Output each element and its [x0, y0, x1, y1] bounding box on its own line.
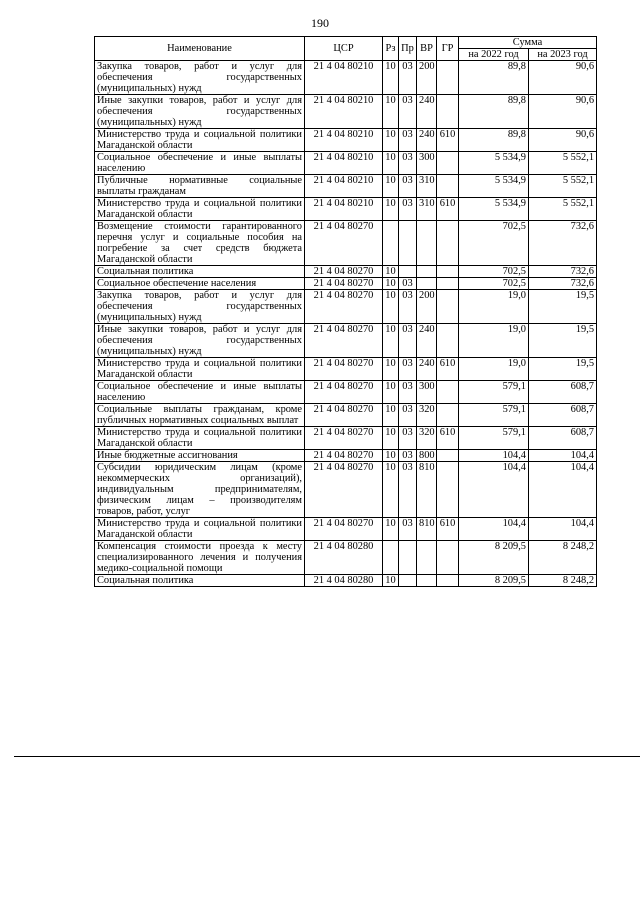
- row-gr: [437, 95, 459, 129]
- row-csr: 21 4 04 80270: [305, 518, 383, 541]
- row-sum-2023: 19,5: [529, 358, 597, 381]
- table-row: [95, 518, 597, 541]
- row-csr: 21 4 04 80210: [305, 152, 383, 175]
- row-vr: 320: [417, 427, 437, 450]
- row-sum-2023: 5 552,1: [529, 152, 597, 175]
- row-vr: 240: [417, 129, 437, 152]
- row-sum-2022: 8 209,5: [459, 541, 529, 575]
- row-rz: 10: [383, 404, 399, 427]
- table-row: [95, 358, 597, 381]
- row-gr: [437, 175, 459, 198]
- row-sum-2023: 5 552,1: [529, 198, 597, 221]
- table-row: [95, 404, 597, 427]
- row-csr: 21 4 04 80270: [305, 278, 383, 290]
- header-name: Наименование: [95, 37, 305, 61]
- row-gr: [437, 450, 459, 462]
- row-name: Социальная политика: [95, 575, 305, 587]
- row-csr: 21 4 04 80270: [305, 381, 383, 404]
- row-vr: 320: [417, 404, 437, 427]
- row-csr: 21 4 04 80210: [305, 95, 383, 129]
- row-sum-2023: 104,4: [529, 462, 597, 518]
- row-name: Закупка товаров, работ и услуг для обеспечения государственных (муниципальных) нужд: [95, 61, 305, 95]
- row-sum-2023: 732,6: [529, 221, 597, 266]
- row-sum-2022: 104,4: [459, 462, 529, 518]
- row-pr: 03: [399, 95, 417, 129]
- row-pr: [399, 575, 417, 587]
- row-gr: 610: [437, 358, 459, 381]
- row-csr: 21 4 04 80210: [305, 175, 383, 198]
- table-row: [95, 324, 597, 358]
- table-row: [95, 290, 597, 324]
- row-gr: [437, 324, 459, 358]
- row-sum-2022: 89,8: [459, 95, 529, 129]
- row-name: Министерство труда и социальной политики Магаданской области: [95, 198, 305, 221]
- row-gr: 610: [437, 518, 459, 541]
- row-sum-2023: 19,5: [529, 324, 597, 358]
- table-row: [95, 266, 597, 278]
- row-sum-2022: 8 209,5: [459, 575, 529, 587]
- row-csr: 21 4 04 80280: [305, 541, 383, 575]
- row-gr: [437, 290, 459, 324]
- table-row: [95, 152, 597, 175]
- row-sum-2022: 5 534,9: [459, 152, 529, 175]
- table-row: [95, 129, 597, 152]
- row-sum-2022: 579,1: [459, 381, 529, 404]
- row-name: Министерство труда и социальной политики Магаданской области: [95, 358, 305, 381]
- row-name: Иные закупки товаров, работ и услуг для обеспечения государственных (муниципальных) нужд: [95, 95, 305, 129]
- budget-table: [94, 36, 597, 587]
- header-pr: Пр: [399, 37, 417, 61]
- row-rz: [383, 541, 399, 575]
- row-pr: 03: [399, 290, 417, 324]
- row-name: Социальное обеспечение и иные выплаты населению: [95, 152, 305, 175]
- row-rz: 10: [383, 324, 399, 358]
- row-name: Министерство труда и социальной политики Магаданской области: [95, 518, 305, 541]
- row-sum-2022: 5 534,9: [459, 198, 529, 221]
- header-vr: ВР: [417, 37, 437, 61]
- row-csr: 21 4 04 80270: [305, 221, 383, 266]
- row-sum-2022: 5 534,9: [459, 175, 529, 198]
- row-gr: [437, 152, 459, 175]
- row-pr: [399, 541, 417, 575]
- row-vr: 300: [417, 381, 437, 404]
- row-rz: 10: [383, 95, 399, 129]
- row-pr: 03: [399, 129, 417, 152]
- table-row: [95, 427, 597, 450]
- row-sum-2022: 89,8: [459, 129, 529, 152]
- row-vr: 300: [417, 152, 437, 175]
- row-sum-2023: 608,7: [529, 427, 597, 450]
- row-csr: 21 4 04 80270: [305, 450, 383, 462]
- row-sum-2023: 19,5: [529, 290, 597, 324]
- row-pr: 03: [399, 381, 417, 404]
- row-sum-2022: 19,0: [459, 324, 529, 358]
- row-csr: 21 4 04 80280: [305, 575, 383, 587]
- row-rz: 10: [383, 175, 399, 198]
- row-name: Субсидии юридическим лицам (кроме некоммерческих организаций), индивидуальным предпринимателям, физическим лицам – производителям товаров, работ, услуг: [95, 462, 305, 518]
- row-vr: [417, 221, 437, 266]
- row-sum-2022: 702,5: [459, 266, 529, 278]
- row-sum-2023: 104,4: [529, 450, 597, 462]
- row-sum-2023: 5 552,1: [529, 175, 597, 198]
- row-name: Иные бюджетные ассигнования: [95, 450, 305, 462]
- row-gr: [437, 61, 459, 95]
- row-rz: 10: [383, 575, 399, 587]
- table-row: [95, 381, 597, 404]
- row-name: Социальная политика: [95, 266, 305, 278]
- row-rz: 10: [383, 450, 399, 462]
- row-rz: 10: [383, 381, 399, 404]
- row-sum-2022: 89,8: [459, 61, 529, 95]
- table-header-row: [95, 37, 597, 49]
- table-row: [95, 198, 597, 221]
- row-name: Социальное обеспечение населения: [95, 278, 305, 290]
- row-gr: [437, 575, 459, 587]
- row-vr: 200: [417, 290, 437, 324]
- row-pr: 03: [399, 152, 417, 175]
- row-name: Социальное обеспечение и иные выплаты населению: [95, 381, 305, 404]
- table-body: [95, 61, 597, 587]
- row-gr: [437, 541, 459, 575]
- row-name: Иные закупки товаров, работ и услуг для обеспечения государственных (муниципальных) нужд: [95, 324, 305, 358]
- row-rz: 10: [383, 427, 399, 450]
- table-row: [95, 61, 597, 95]
- row-vr: [417, 266, 437, 278]
- header-gr: ГР: [437, 37, 459, 61]
- row-rz: [383, 221, 399, 266]
- row-rz: 10: [383, 518, 399, 541]
- row-sum-2023: 732,6: [529, 278, 597, 290]
- row-vr: 810: [417, 462, 437, 518]
- row-vr: [417, 541, 437, 575]
- header-year-2023: на 2023 год: [529, 49, 597, 61]
- row-sum-2023: 90,6: [529, 95, 597, 129]
- table-row: [95, 541, 597, 575]
- row-csr: 21 4 04 80210: [305, 198, 383, 221]
- row-csr: 21 4 04 80270: [305, 404, 383, 427]
- row-sum-2023: 90,6: [529, 61, 597, 95]
- row-sum-2023: 608,7: [529, 404, 597, 427]
- row-vr: 200: [417, 61, 437, 95]
- footer-divider: [14, 756, 640, 757]
- row-vr: 310: [417, 175, 437, 198]
- row-rz: 10: [383, 462, 399, 518]
- row-sum-2022: 702,5: [459, 221, 529, 266]
- row-sum-2023: 8 248,2: [529, 575, 597, 587]
- row-sum-2022: 104,4: [459, 450, 529, 462]
- table-row: [95, 278, 597, 290]
- row-gr: [437, 278, 459, 290]
- row-vr: 240: [417, 358, 437, 381]
- row-sum-2023: 732,6: [529, 266, 597, 278]
- row-csr: 21 4 04 80270: [305, 358, 383, 381]
- row-csr: 21 4 04 80270: [305, 290, 383, 324]
- row-rz: 10: [383, 290, 399, 324]
- row-pr: 03: [399, 518, 417, 541]
- row-vr: 240: [417, 95, 437, 129]
- row-gr: 610: [437, 427, 459, 450]
- row-vr: [417, 278, 437, 290]
- row-gr: [437, 266, 459, 278]
- row-sum-2022: 19,0: [459, 358, 529, 381]
- table-row: [95, 575, 597, 587]
- row-pr: 03: [399, 462, 417, 518]
- row-csr: 21 4 04 80270: [305, 266, 383, 278]
- header-rz: Рз: [383, 37, 399, 61]
- row-sum-2023: 104,4: [529, 518, 597, 541]
- row-csr: 21 4 04 80270: [305, 324, 383, 358]
- row-sum-2022: 579,1: [459, 404, 529, 427]
- header-sum: Сумма: [459, 37, 597, 49]
- row-sum-2022: 104,4: [459, 518, 529, 541]
- table-row: [95, 462, 597, 518]
- header-csr: ЦСР: [305, 37, 383, 61]
- table-row: [95, 175, 597, 198]
- row-name: Возмещение стоимости гарантированного перечня услуг и социальные пособия на погребение за счет средств бюджета Магаданской области: [95, 221, 305, 266]
- row-pr: 03: [399, 404, 417, 427]
- row-csr: 21 4 04 80210: [305, 129, 383, 152]
- table-row: [95, 450, 597, 462]
- row-name: Министерство труда и социальной политики Магаданской области: [95, 427, 305, 450]
- row-rz: 10: [383, 152, 399, 175]
- row-pr: 03: [399, 278, 417, 290]
- row-vr: 810: [417, 518, 437, 541]
- row-rz: 10: [383, 198, 399, 221]
- row-pr: 03: [399, 175, 417, 198]
- row-name: Компенсация стоимости проезда к месту специализированного лечения и получения медико-социальной помощи: [95, 541, 305, 575]
- page-number: 190: [311, 16, 329, 30]
- row-gr: [437, 221, 459, 266]
- row-vr: 800: [417, 450, 437, 462]
- row-sum-2022: 579,1: [459, 427, 529, 450]
- row-sum-2023: 90,6: [529, 129, 597, 152]
- row-rz: 10: [383, 358, 399, 381]
- header-year-2022: на 2022 год: [459, 49, 529, 61]
- row-rz: 10: [383, 61, 399, 95]
- row-vr: 310: [417, 198, 437, 221]
- row-vr: 240: [417, 324, 437, 358]
- row-gr: 610: [437, 198, 459, 221]
- row-csr: 21 4 04 80270: [305, 462, 383, 518]
- row-pr: 03: [399, 427, 417, 450]
- row-gr: [437, 381, 459, 404]
- row-gr: [437, 462, 459, 518]
- row-csr: 21 4 04 80210: [305, 61, 383, 95]
- row-pr: 03: [399, 358, 417, 381]
- row-name: Социальные выплаты гражданам, кроме публичных нормативных социальных выплат: [95, 404, 305, 427]
- row-rz: 10: [383, 278, 399, 290]
- row-vr: [417, 575, 437, 587]
- row-gr: 610: [437, 129, 459, 152]
- row-sum-2022: 19,0: [459, 290, 529, 324]
- row-sum-2023: 8 248,2: [529, 541, 597, 575]
- row-pr: 03: [399, 198, 417, 221]
- row-csr: 21 4 04 80270: [305, 427, 383, 450]
- row-sum-2023: 608,7: [529, 381, 597, 404]
- row-sum-2022: 702,5: [459, 278, 529, 290]
- row-rz: 10: [383, 266, 399, 278]
- row-rz: 10: [383, 129, 399, 152]
- row-pr: [399, 266, 417, 278]
- table-row: [95, 221, 597, 266]
- row-name: Публичные нормативные социальные выплаты гражданам: [95, 175, 305, 198]
- table-row: [95, 95, 597, 129]
- row-pr: 03: [399, 61, 417, 95]
- row-pr: 03: [399, 324, 417, 358]
- row-pr: 03: [399, 450, 417, 462]
- row-name: Министерство труда и социальной политики Магаданской области: [95, 129, 305, 152]
- row-gr: [437, 404, 459, 427]
- row-pr: [399, 221, 417, 266]
- row-name: Закупка товаров, работ и услуг для обеспечения государственных (муниципальных) нужд: [95, 290, 305, 324]
